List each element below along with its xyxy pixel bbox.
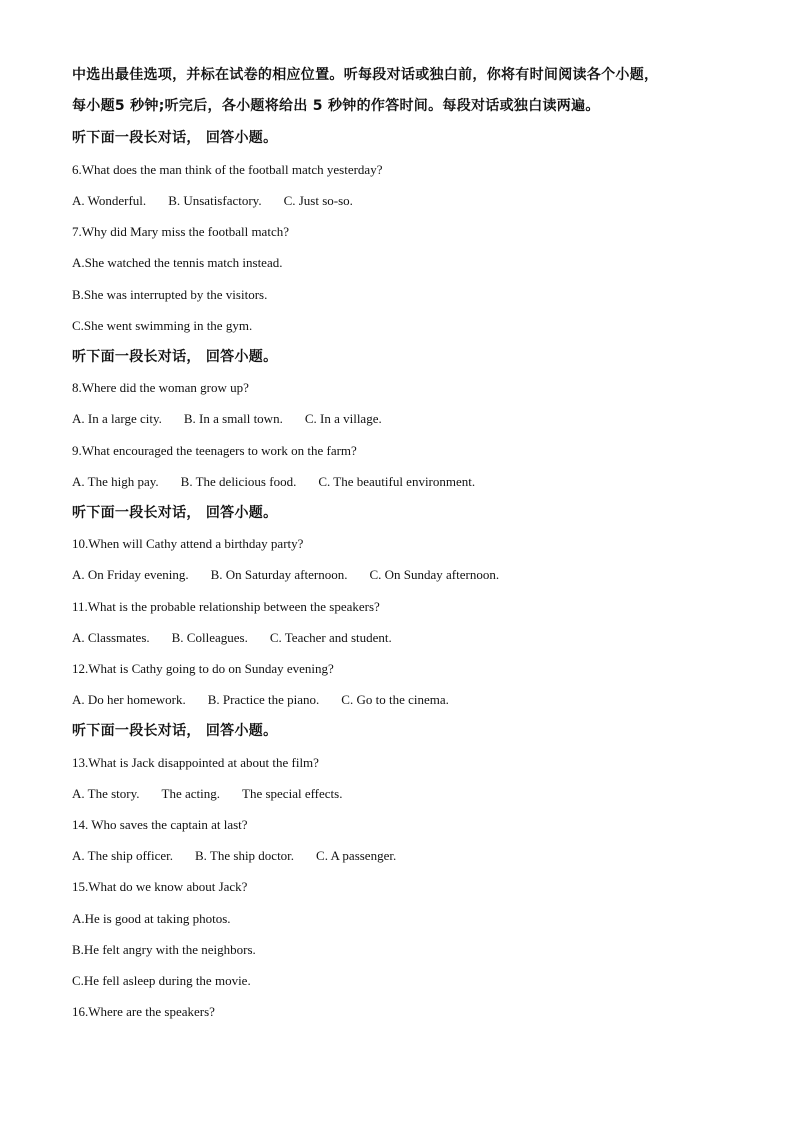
question-15-stem: 15.What do we know about Jack? xyxy=(72,879,248,894)
question-6-option-c: C. Just so-so. xyxy=(283,193,353,208)
section-heading: 听下面一段长对话， 回答小题。 xyxy=(72,723,278,739)
question-8-option-c: C. In a village. xyxy=(304,411,382,426)
question-6-option-b: B. Unsatisfactory. xyxy=(168,193,262,208)
question-12-stem: 12.What is Cathy going to do on Sunday evening? xyxy=(72,661,334,676)
question-14-options xyxy=(72,847,396,865)
question-12-options xyxy=(72,691,449,709)
question-14-option-a: A. The ship officer. xyxy=(72,848,173,863)
question-13-option-b: The acting. xyxy=(161,786,221,801)
question-11-stem: 11.What is the probable relationship between the speakers? xyxy=(72,599,380,614)
question-8-option-a: A. In a large city. xyxy=(72,411,162,426)
question-15-option-a: A.He is good at taking photos. xyxy=(72,911,231,926)
question-14-stem: 14. Who saves the captain at last? xyxy=(72,817,248,832)
question-13-options xyxy=(72,785,342,803)
question-8-option-b: B. In a small town. xyxy=(183,411,283,426)
question-11-options xyxy=(72,629,392,647)
question-8-options xyxy=(72,410,382,428)
question-15-option-b: B.He felt angry with the neighbors. xyxy=(72,942,256,957)
question-13-option-c: The special effects. xyxy=(242,786,343,801)
question-11-option-c: C. Teacher and student. xyxy=(269,630,392,645)
question-10-option-b: B. On Saturday afternoon. xyxy=(210,567,348,582)
instructions-line-1: 中选出最佳选项，并标在试卷的相应位置。听每段对话或独白前，你将有时间阅读各个小题， xyxy=(72,67,659,83)
question-12-option-b: B. Practice the piano. xyxy=(207,692,320,707)
question-14-option-c: C. A passenger. xyxy=(316,848,397,863)
question-13-stem: 13.What is Jack disappointed at about the film? xyxy=(72,755,319,770)
question-14-option-b: B. The ship doctor. xyxy=(194,848,295,863)
question-10-stem: 10.When will Cathy attend a birthday party? xyxy=(72,536,304,551)
question-9-option-b: B. The delicious food. xyxy=(180,474,297,489)
question-16-stem: 16.Where are the speakers? xyxy=(72,1004,215,1019)
section-heading: 听下面一段长对话， 回答小题。 xyxy=(72,130,278,146)
question-7-option-a: A.She watched the tennis match instead. xyxy=(72,255,283,270)
question-6-options xyxy=(72,192,353,210)
question-6-option-a: A. Wonderful. xyxy=(72,193,147,208)
question-13-option-a: A. The story. xyxy=(72,786,140,801)
question-15-option-c: C.He fell asleep during the movie. xyxy=(72,973,251,988)
question-7-stem: 7.Why did Mary miss the football match? xyxy=(72,224,289,239)
question-9-stem: 9.What encouraged the teenagers to work on the farm? xyxy=(72,443,357,458)
question-11-option-a: A. Classmates. xyxy=(72,630,150,645)
question-10-option-a: A. On Friday evening. xyxy=(72,567,189,582)
question-9-options xyxy=(72,473,475,491)
instructions-line-2: 每小题5 秒钟;听完后，各小题将给出 5 秒钟的作答时间。每段对话或独白读两遍。 xyxy=(72,98,600,114)
question-10-options xyxy=(72,566,499,584)
question-10-option-c: C. On Sunday afternoon. xyxy=(369,567,500,582)
question-12-option-c: C. Go to the cinema. xyxy=(341,692,449,707)
question-11-option-b: B. Colleagues. xyxy=(171,630,248,645)
question-9-option-c: C. The beautiful environment. xyxy=(318,474,476,489)
question-8-stem: 8.Where did the woman grow up? xyxy=(72,380,249,395)
question-12-option-a: A. Do her homework. xyxy=(72,692,186,707)
section-heading: 听下面一段长对话， 回答小题。 xyxy=(72,349,278,365)
question-6-stem: 6.What does the man think of the football match yesterday? xyxy=(72,162,383,177)
question-7-option-c: C.She went swimming in the gym. xyxy=(72,318,253,333)
section-heading: 听下面一段长对话， 回答小题。 xyxy=(72,505,278,521)
question-9-option-a: A. The high pay. xyxy=(72,474,159,489)
question-7-option-b: B.She was interrupted by the visitors. xyxy=(72,287,268,302)
